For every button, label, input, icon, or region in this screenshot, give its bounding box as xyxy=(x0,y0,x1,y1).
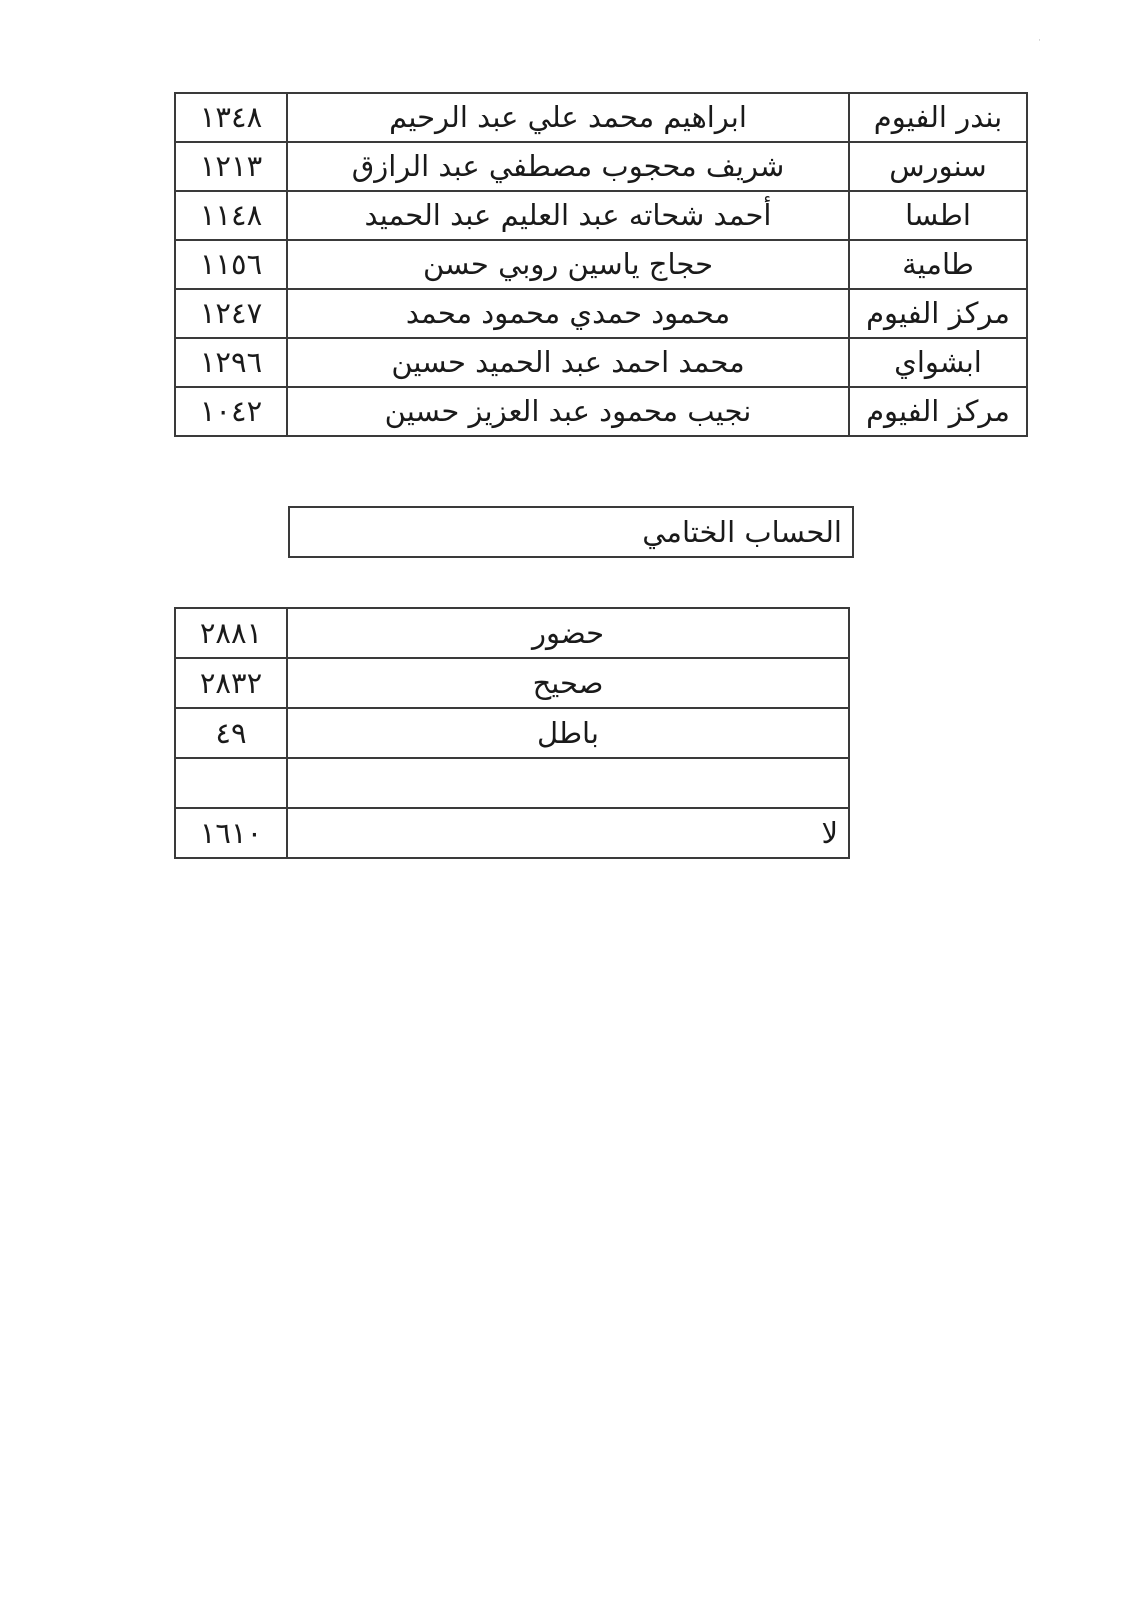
totals-value-cell: ٢٨٣٢ xyxy=(175,658,287,708)
table-row xyxy=(175,289,1027,338)
table-row xyxy=(175,338,1027,387)
district-cell: سنورس xyxy=(849,142,1027,191)
final-account-heading: الحساب الختامي xyxy=(288,506,854,558)
totals-value-cell: ٤٩ xyxy=(175,708,287,758)
totals-label-cell: حضور xyxy=(287,608,849,658)
table-row xyxy=(175,387,1027,436)
votes-cell: ١٣٤٨ xyxy=(175,93,287,142)
candidates-table xyxy=(174,92,1028,437)
totals-label-cell: لا xyxy=(287,808,849,858)
candidate-name-cell: شريف محجوب مصطفي عبد الرازق xyxy=(287,142,849,191)
totals-value-cell: ١٦١٠ xyxy=(175,808,287,858)
table-row xyxy=(175,142,1027,191)
candidate-name-cell: محمود حمدي محمود محمد xyxy=(287,289,849,338)
district-cell: مركز الفيوم xyxy=(849,289,1027,338)
table-row xyxy=(175,191,1027,240)
table-row xyxy=(175,758,849,808)
totals-value-cell: ٢٨٨١ xyxy=(175,608,287,658)
votes-cell: ١٢٤٧ xyxy=(175,289,287,338)
votes-cell: ١١٥٦ xyxy=(175,240,287,289)
votes-cell: ١٠٤٢ xyxy=(175,387,287,436)
totals-label-cell: باطل xyxy=(287,708,849,758)
table-row xyxy=(175,608,849,658)
district-cell: طامية xyxy=(849,240,1027,289)
table-row xyxy=(175,708,849,758)
table-row xyxy=(175,658,849,708)
table-row xyxy=(175,93,1027,142)
candidate-name-cell: نجيب محمود عبد العزيز حسين xyxy=(287,387,849,436)
totals-table xyxy=(174,607,850,859)
district-cell: اطسا xyxy=(849,191,1027,240)
candidate-name-cell: ابراهيم محمد علي عبد الرحيم xyxy=(287,93,849,142)
scan-artifact: · xyxy=(1038,36,1041,46)
candidate-name-cell: أحمد شحاته عبد العليم عبد الحميد xyxy=(287,191,849,240)
totals-label-cell: صحيح xyxy=(287,658,849,708)
district-cell: ابشواي xyxy=(849,338,1027,387)
votes-cell: ١٢٩٦ xyxy=(175,338,287,387)
totals-value-cell xyxy=(175,758,287,808)
votes-cell: ١١٤٨ xyxy=(175,191,287,240)
totals-label-cell xyxy=(287,758,849,808)
table-row xyxy=(175,808,849,858)
candidate-name-cell: حجاج ياسين روبي حسن xyxy=(287,240,849,289)
district-cell: مركز الفيوم xyxy=(849,387,1027,436)
votes-cell: ١٢١٣ xyxy=(175,142,287,191)
candidate-name-cell: محمد احمد عبد الحميد حسين xyxy=(287,338,849,387)
district-cell: بندر الفيوم xyxy=(849,93,1027,142)
table-row xyxy=(175,240,1027,289)
